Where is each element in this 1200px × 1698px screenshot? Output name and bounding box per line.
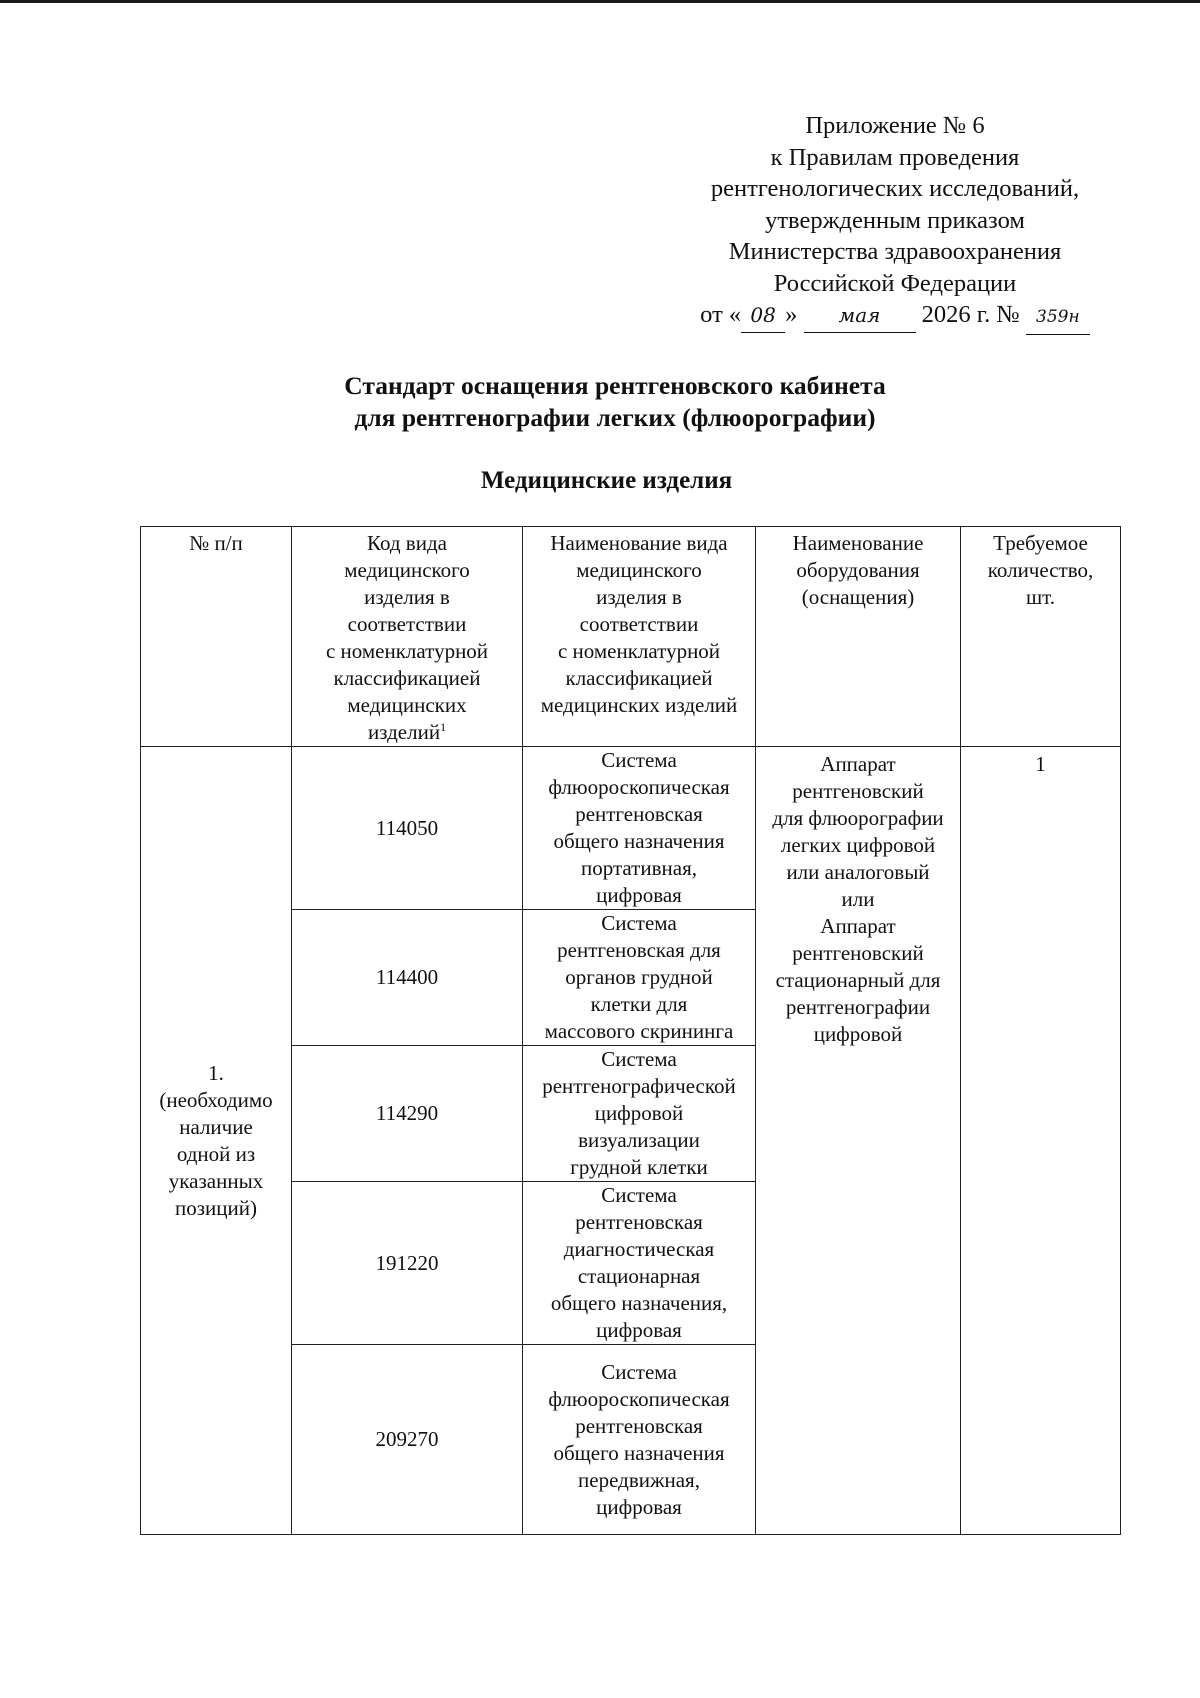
title-line: для рентгенографии легких (флюорографии) (354, 403, 876, 432)
name-cell: Система рентгеновская для органов грудной клетки для массового скрининга (523, 910, 756, 1046)
order-day: 08 (741, 300, 785, 333)
position-cell: 1. (необходимо наличие одной из указанных позиций) (141, 747, 292, 1535)
name-cell: Система флюороскопическая рентгеновская общего назначения передвижная, цифровая (523, 1345, 756, 1535)
header-equipment: Наименование оборудования (оснащения) (756, 527, 961, 747)
name-cell: Система рентгенографической цифровой визуализации грудной клетки (523, 1046, 756, 1182)
equipment-table (140, 526, 1121, 1535)
order-year: 2026 г. (921, 301, 991, 328)
equipment-cell: Аппарат рентгеновский для флюорографии легких цифровой или аналоговый или Аппарат рентгеновский стационарный для рентгенографии цифровой (756, 747, 961, 1535)
approval-line: рентгенологических исследований, (710, 175, 1080, 202)
order-month: мая (804, 300, 916, 333)
footnote-marker: 1 (440, 720, 447, 734)
approval-block (675, 110, 1115, 335)
approval-line: Приложение № 6 (805, 112, 985, 139)
header-quantity: Требуемое количество, шт. (961, 527, 1121, 747)
header-num: № п/п (141, 527, 292, 747)
order-line (675, 299, 1115, 335)
section-title: Медицинские изделия (480, 467, 733, 494)
order-number-sign: № (996, 301, 1020, 328)
header-code: Код вида медицинского изделия в соответствии с номенклатурной классификацией медицинских изделий$^1$ (292, 527, 523, 747)
approval-line: утвержденным приказом (765, 206, 1025, 234)
header-name: Наименование вида медицинского изделия в соответствии с номенклатурной классификацией медицинских изделий (523, 527, 756, 747)
quantity-cell: 1 (961, 747, 1121, 1535)
table-header-row (141, 527, 1121, 747)
document-title (0, 370, 1200, 434)
order-number: 359н (1026, 302, 1090, 335)
page-top-border (0, 0, 1200, 3)
code-cell: 209270 (292, 1345, 523, 1535)
approval-line: Российской Федерации (773, 269, 1017, 297)
order-quote-close: » (785, 301, 798, 328)
code-cell: 114050 (292, 747, 523, 910)
code-cell: 114400 (292, 910, 523, 1046)
approval-line: Министерства здравоохранения (728, 238, 1062, 265)
name-cell: Система рентгеновская диагностическая стационарная общего назначения, цифровая (523, 1182, 756, 1345)
order-prefix: от « (700, 301, 742, 328)
code-cell: 191220 (292, 1182, 523, 1345)
name-cell: Система флюороскопическая рентгеновская общего назначения портативная, цифровая (523, 747, 756, 910)
title-line: Стандарт оснащения рентгеновского кабинета (344, 371, 886, 400)
code-cell: 114290 (292, 1046, 523, 1182)
table-row (141, 747, 1121, 910)
approval-line: к Правилам проведения (770, 143, 1020, 171)
